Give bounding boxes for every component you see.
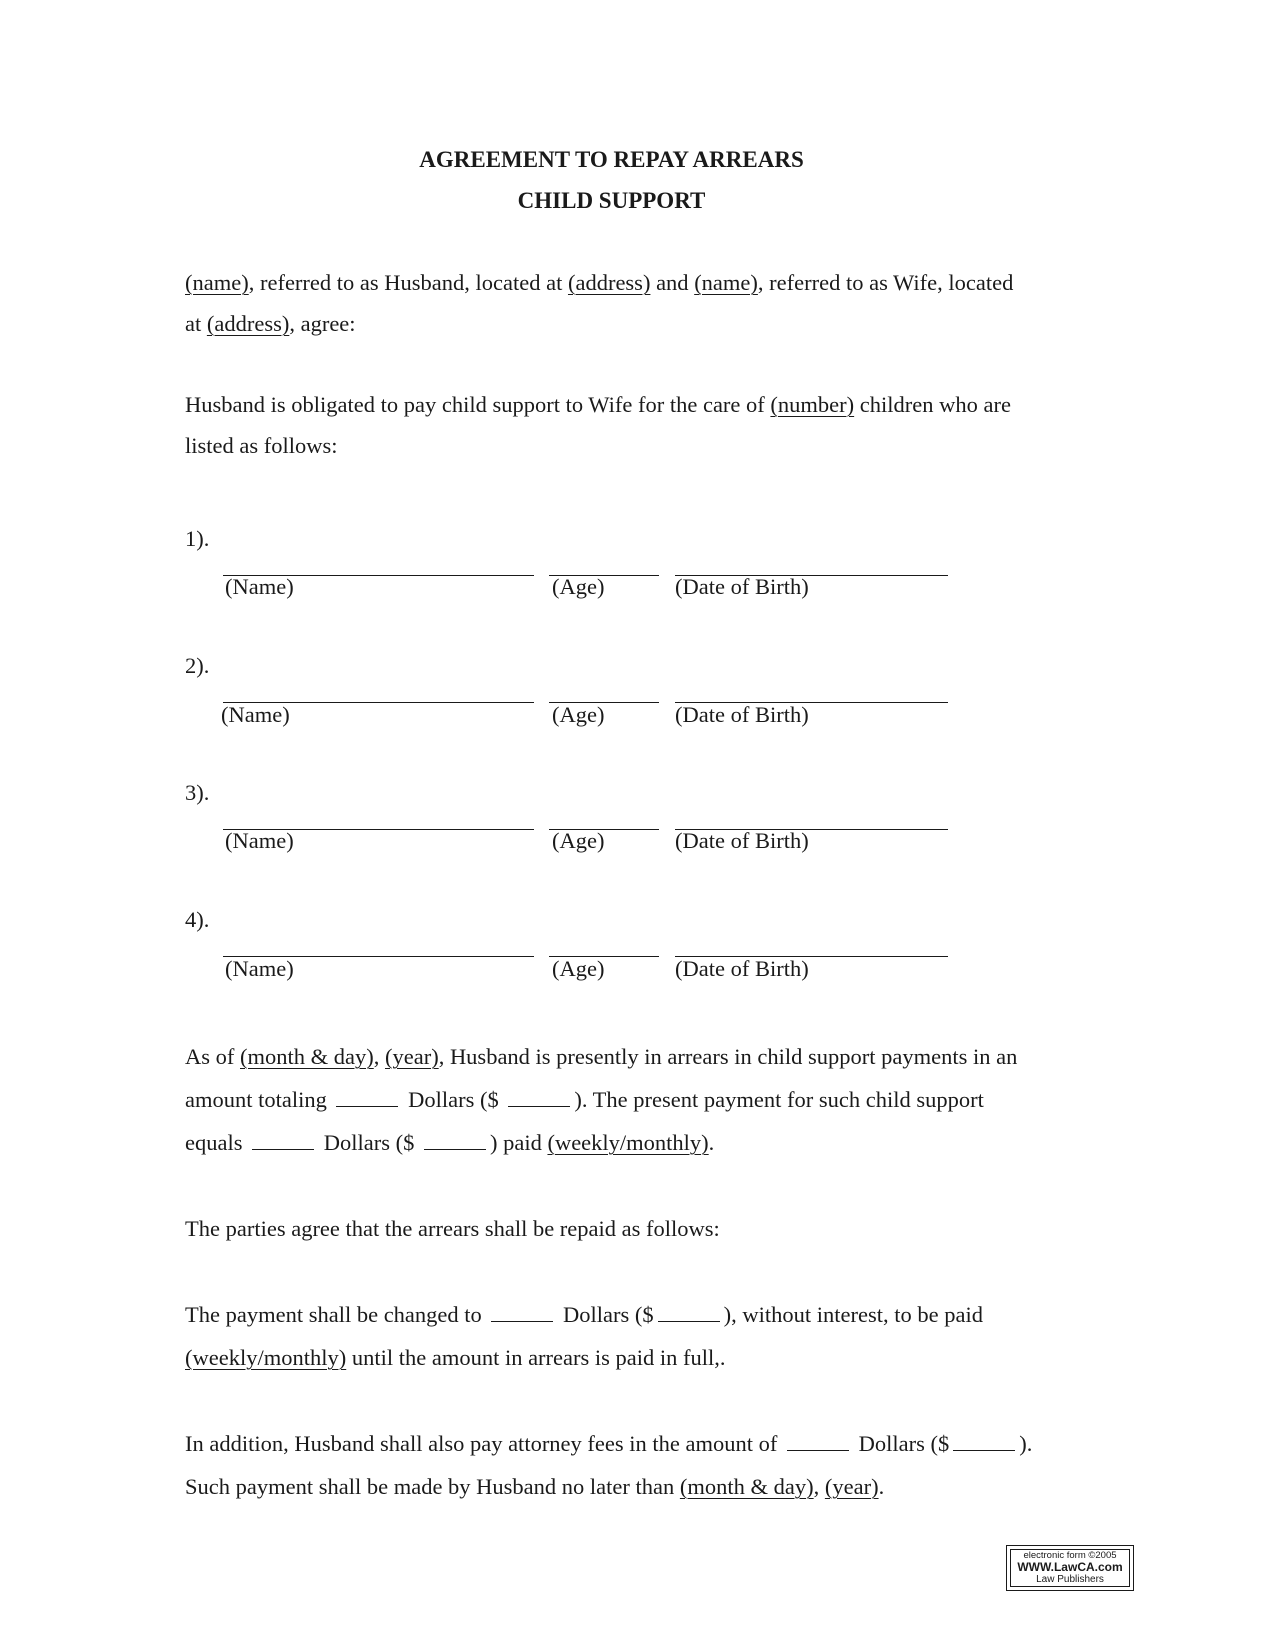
attorney-fees-number-blank[interactable]: [953, 1432, 1015, 1451]
text: , referred to as Wife, located: [757, 270, 1014, 295]
text: and: [650, 270, 695, 295]
stamp-line-1: electronic form ©2005: [1023, 1550, 1117, 1561]
text: , agree:: [289, 311, 356, 336]
child-4-age-label: (Age): [552, 956, 605, 981]
text: Husband is obligated to pay child support to Wife for the care of: [185, 392, 771, 417]
text: children who are: [854, 392, 1011, 417]
weekly-monthly-placeholder: (weekly/monthly): [185, 1345, 347, 1370]
text: Dollars ($: [853, 1431, 950, 1456]
text: In addition, Husband shall also pay attorney fees in the amount of: [185, 1431, 783, 1456]
children-number-placeholder: (number): [770, 392, 855, 417]
text: ).: [1019, 1431, 1033, 1456]
wife-address-placeholder: (address): [206, 311, 290, 336]
new-payment-dollars-words-blank[interactable]: [491, 1303, 553, 1322]
obligation-paragraph-line2: listed as follows:: [185, 433, 338, 458]
attorney-fees-line2: [185, 1474, 884, 1500]
text: equals: [185, 1130, 249, 1155]
child-1-dob-label: (Date of Birth): [675, 574, 809, 599]
child-4-number: 4).: [185, 907, 210, 932]
child-2-age-label: (Age): [552, 702, 605, 727]
text: until the amount in arrears is paid in full,.: [346, 1345, 726, 1370]
child-4-name-label: (Name): [225, 956, 294, 981]
stamp-line-2: WWW.LawCA.com: [1017, 1560, 1123, 1574]
stamp-line-3: Law Publishers: [1036, 1574, 1104, 1585]
arrears-paragraph-line1: [185, 1044, 1017, 1070]
text: Dollars ($: [557, 1302, 654, 1327]
payment-dollars-number-blank[interactable]: [424, 1131, 486, 1150]
text: ) paid: [489, 1130, 548, 1155]
text: As of: [185, 1044, 240, 1069]
arrears-paragraph-line3: [185, 1130, 714, 1156]
publisher-stamp-inner-border: [1010, 1549, 1130, 1587]
wife-name-placeholder: (name): [694, 270, 758, 295]
parties-paragraph-line1: [185, 270, 1013, 296]
child-2-number: 2).: [185, 653, 210, 678]
month-day-placeholder: (month & day): [679, 1474, 814, 1499]
child-3-age-label: (Age): [552, 828, 605, 853]
child-1-number: 1).: [185, 526, 210, 551]
text: .: [708, 1130, 715, 1155]
text: , Husband is presently in arrears in child support payments in an: [438, 1044, 1018, 1069]
document-subtitle: CHILD SUPPORT: [517, 188, 706, 213]
month-day-placeholder: (month & day): [240, 1044, 374, 1069]
attorney-fees-line1: [185, 1431, 1032, 1457]
weekly-monthly-placeholder: (weekly/monthly): [547, 1130, 709, 1155]
text: , referred to as Husband, located at: [248, 270, 568, 295]
child-3-dob-label: (Date of Birth): [675, 828, 809, 853]
child-1-age-label: (Age): [552, 574, 605, 599]
child-4-dob-label: (Date of Birth): [675, 956, 809, 981]
child-2-name-label: (Name): [221, 702, 290, 727]
child-3-name-label: (Name): [225, 828, 294, 853]
text: ,: [813, 1474, 825, 1499]
new-payment-dollars-number-blank[interactable]: [658, 1303, 720, 1322]
child-1-name-label: (Name): [225, 574, 294, 599]
year-placeholder: (year): [384, 1044, 439, 1069]
text: ), without interest, to be paid: [723, 1302, 983, 1327]
year-placeholder: (year): [824, 1474, 879, 1499]
text: Dollars ($: [402, 1087, 505, 1112]
text: ). The present payment for such child support: [574, 1087, 984, 1112]
text: at: [185, 311, 207, 336]
text: The payment shall be changed to: [185, 1302, 488, 1327]
child-2-dob-label: (Date of Birth): [675, 702, 809, 727]
repay-intro-paragraph: The parties agree that the arrears shall be repaid as follows:: [185, 1216, 720, 1241]
payment-change-line2: [185, 1345, 726, 1371]
payment-change-line1: [185, 1302, 983, 1328]
attorney-fees-words-blank[interactable]: [787, 1432, 849, 1451]
text: .: [878, 1474, 885, 1499]
obligation-paragraph-line1: [185, 392, 1011, 418]
arrears-dollars-number-blank[interactable]: [508, 1088, 570, 1107]
document-title: AGREEMENT TO REPAY ARREARS: [419, 147, 804, 172]
arrears-dollars-words-blank[interactable]: [336, 1088, 398, 1107]
husband-name-placeholder: (name): [185, 270, 249, 295]
text: Such payment shall be made by Husband no later than: [185, 1474, 680, 1499]
text: Dollars ($: [318, 1130, 420, 1155]
publisher-stamp: [1006, 1545, 1134, 1591]
parties-paragraph-line2: [185, 311, 356, 337]
text: amount totaling: [185, 1087, 333, 1112]
husband-address-placeholder: (address): [567, 270, 651, 295]
arrears-paragraph-line2: [185, 1087, 984, 1113]
child-3-number: 3).: [185, 780, 210, 805]
payment-dollars-words-blank[interactable]: [252, 1131, 314, 1150]
text: ,: [373, 1044, 385, 1069]
